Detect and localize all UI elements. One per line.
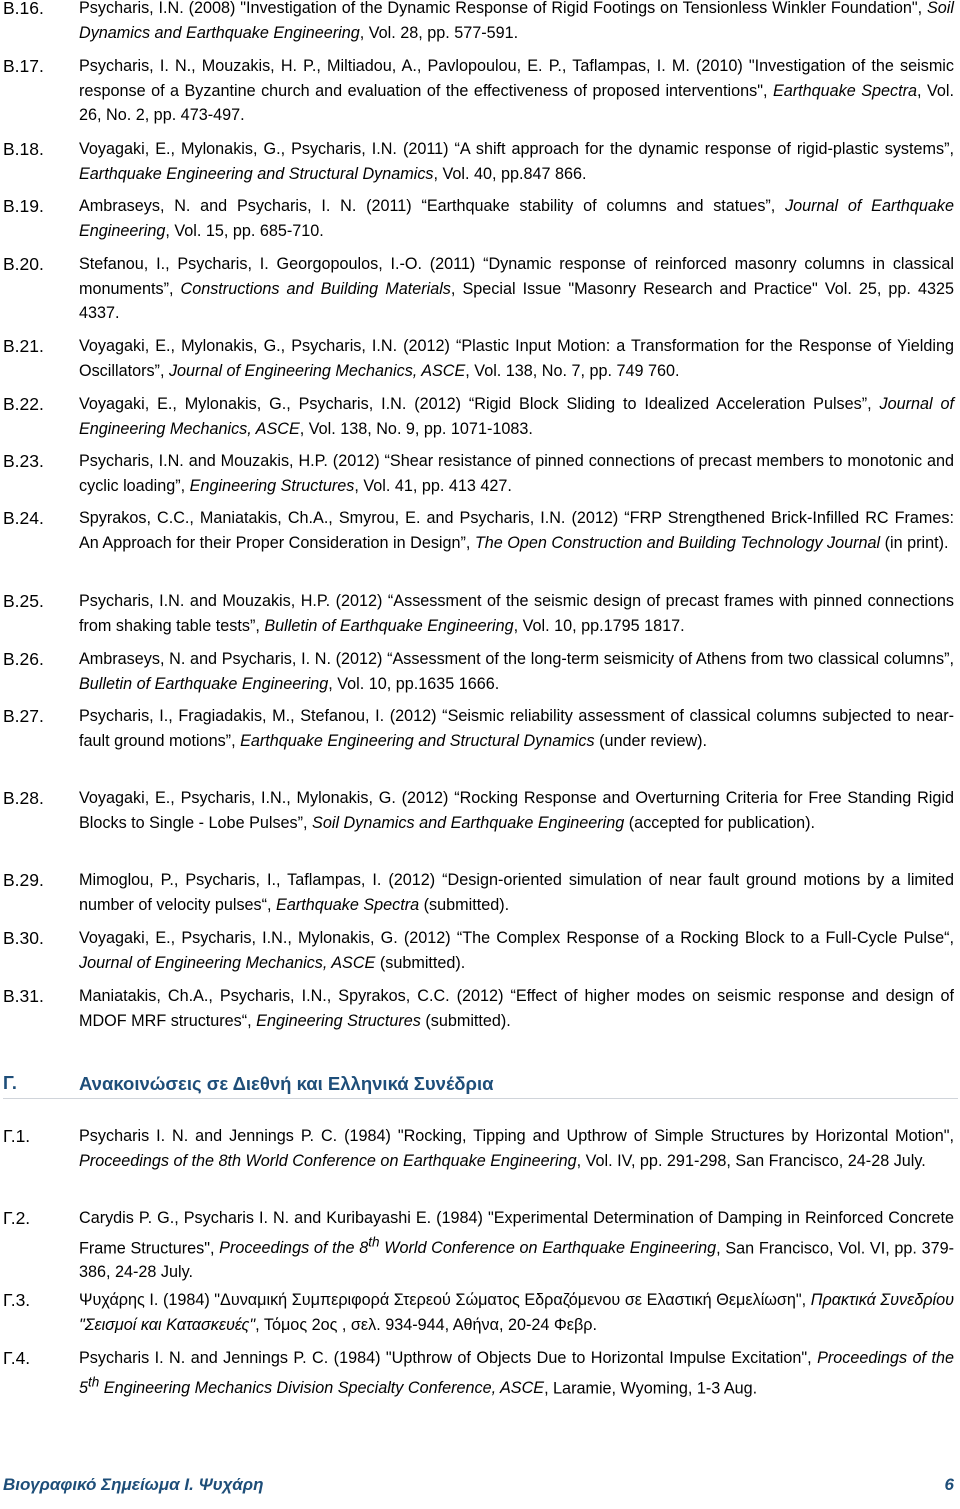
reference-number: B.28. (3, 788, 44, 808)
footer-title: Βιογραφικό Σημείωμα Ι. Ψυχάρη (3, 1475, 264, 1494)
reference-text: Carydis P. G., Psycharis I. N. and Kuribayashi E. (1984) "Experimental Determination of Damping in Reinforced Concrete Frame Structures", Proceedings of the 8th World Conference on Earthquake Engineering, San Francisco, Vol. VI, pp. 379-386, 24-28 July. (79, 1209, 954, 1282)
page-footer (0, 1475, 960, 1501)
reference-text: Psycharis, I.N. and Mouzakis, H.P. (2012) “Shear resistance of pinned connections of precast members to monotonic and cyclic loading”, Engineering Structures, Vol. 41, pp. 413 427. (79, 452, 954, 495)
reference-text: Psycharis, I.N. (2008) "Investigation of the Dynamic Response of Rigid Footings on Tensionless Winkler Foundation", Soil Dynamics and Earthquake Engineering, Vol. 28, pp. 577-591. (79, 0, 954, 42)
reference-number: Γ.4. (3, 1348, 31, 1368)
reference-text: Voyagaki, E., Psycharis, I.N., Mylonakis, G. (2012) “The Complex Response of a Rocking Block to a Full-Cycle Pulse“, Journal of Engineering Mechanics, ASCE (submitted). (79, 929, 954, 972)
reference-number: B.19. (3, 196, 44, 216)
reference-text: Mimoglou, P., Psycharis, I., Taflampas, I. (2012) “Design-oriented simulation of near fault ground motions by a limited number of velocity pulses“, Earthquake Spectra (submitted). (79, 871, 954, 914)
reference-number: Γ.2. (3, 1208, 31, 1228)
reference-number: B.21. (3, 336, 44, 356)
reference-number: Γ.3. (3, 1290, 31, 1310)
reference-text: Ambraseys, N. and Psycharis, I. N. (2011) “Earthquake stability of columns and statues”, Journal of Earthquake Engineering, Vol. 15, pp. 685-710. (79, 197, 954, 240)
reference-number: B.16. (3, 0, 44, 18)
reference-number: B.29. (3, 870, 44, 890)
reference-number: B.24. (3, 508, 44, 528)
reference-number: B.22. (3, 394, 44, 414)
reference-number: B.23. (3, 451, 44, 471)
reference-text: Voyagaki, E., Mylonakis, G., Psycharis, I.N. (2012) “Plastic Input Motion: a Transformation for the Response of Yielding Oscillators”, Journal of Engineering Mechanics, ASCE, Vol. 138, No. 7, pp. 749 760. (79, 337, 954, 380)
page-number: 6 (944, 1475, 954, 1494)
reference-number: B.31. (3, 986, 44, 1006)
reference-number: B.17. (3, 56, 44, 76)
reference-number: B.18. (3, 139, 44, 159)
reference-text: Psycharis, I., Fragiadakis, M., Stefanou, I. (2012) “Seismic reliability assessment of classical columns subjected to near-fault ground motions”, Earthquake Engineering and Structural Dynamics (under review). (79, 707, 954, 750)
reference-text: Psycharis, I.N. and Mouzakis, H.P. (2012) “Assessment of the seismic design of precast frames with pinned connections from shaking table tests”, Bulletin of Earthquake Engineering, Vol. 10, pp.1795 1817. (79, 592, 954, 635)
reference-text: Voyagaki, E., Psycharis, I.N., Mylonakis, G. (2012) “Rocking Response and Overturning Criteria for Free Standing Rigid Blocks to Single - Lobe Pulses”, Soil Dynamics and Earthquake Engineering (accepted for publication). (79, 789, 954, 832)
reference-text: Voyagaki, E., Mylonakis, G., Psycharis, I.N. (2011) “A shift approach for the dynamic response of rigid-plastic systems”, Earthquake Engineering and Structural Dynamics, Vol. 40, pp.847 866. (79, 140, 954, 183)
reference-text: Voyagaki, E., Mylonakis, G., Psycharis, I.N. (2012) “Rigid Block Sliding to Idealized Acceleration Pulses”, Journal of Engineering Mechanics, ASCE, Vol. 138, No. 9, pp. 1071-1083. (79, 395, 954, 438)
reference-number: B.30. (3, 928, 44, 948)
reference-text: Ambraseys, N. and Psycharis, I. N. (2012) “Assessment of the long-term seismicity of Athens from two classical columns”, Bulletin of Earthquake Engineering, Vol. 10, pp.1635 1666. (79, 650, 954, 693)
section-g-number: Γ. (3, 1073, 17, 1093)
reference-text: Spyrakos, C.C., Maniatakis, Ch.A., Smyrou, E. and Psycharis, I.N. (2012) “FRP Strengthened Brick-Infilled RC Frames: An Approach for their Proper Consideration in Design”, The Open Construction and Building Technology Journal (in print). (79, 509, 954, 552)
reference-text: Maniatakis, Ch.A., Psycharis, I.N., Spyrakos, C.C. (2012) “Effect of higher modes on seismic response and design of MDOF MRF structures“, Engineering Structures (submitted). (79, 987, 954, 1030)
reference-number: B.26. (3, 649, 44, 669)
reference-text: Psycharis I. N. and Jennings P. C. (1984) "Rocking, Tipping and Upthrow of Simple Structures by Horizontal Motion", Proceedings of the 8th World Conference on Earthquake Engineering, Vol. IV, pp. 291-298, San Francisco, 24-28 July. (79, 1127, 954, 1170)
reference-text: Psycharis, I. N., Mouzakis, H. P., Miltiadou, A., Pavlopoulou, E. P., Taflampas, I. M. (2010) "Investigation of the seismic response of a Byzantine church and evaluation of the effectiveness of proposed interventions", Earthquake Spectra, Vol. 26, No. 2, pp. 473-497. (79, 57, 954, 124)
reference-number: B.25. (3, 591, 44, 611)
section-g-heading (3, 1071, 958, 1099)
reference-text: Ψυχάρης Ι. (1984) "Δυναμική Συμπεριφορά Στερεού Σώματος Εδραζόμενου σε Ελαστική Θεμελίωση", Πρακτικά Συνεδρίου "Σεισμοί και Κατασκευές", Τόμος 2ος , σελ. 934-944, Αθήνα, 20-24 Φεβρ. (79, 1291, 954, 1334)
section-g-title: Ανακοινώσεις σε Διεθνή και Ελληνικά Συνέδρια (79, 1073, 494, 1094)
reference-number: B.27. (3, 706, 44, 726)
reference-text: Stefanou, I., Psycharis, I. Georgopoulos, I.-O. (2011) “Dynamic response of reinforced masonry columns in classical monuments”, Constructions and Building Materials, Special Issue "Masonry Research and Practice" Vol. 25, pp. 4325 4337. (79, 255, 954, 322)
reference-text: Psycharis I. N. and Jennings P. C. (1984) "Upthrow of Objects Due to Horizontal Impulse Excitation", Proceedings of the 5th Engineering Mechanics Division Specialty Conference, ASCE, Laramie, Wyoming, 1-3 Aug. (79, 1349, 954, 1397)
reference-number: Γ.1. (3, 1126, 31, 1146)
reference-number: B.20. (3, 254, 44, 274)
